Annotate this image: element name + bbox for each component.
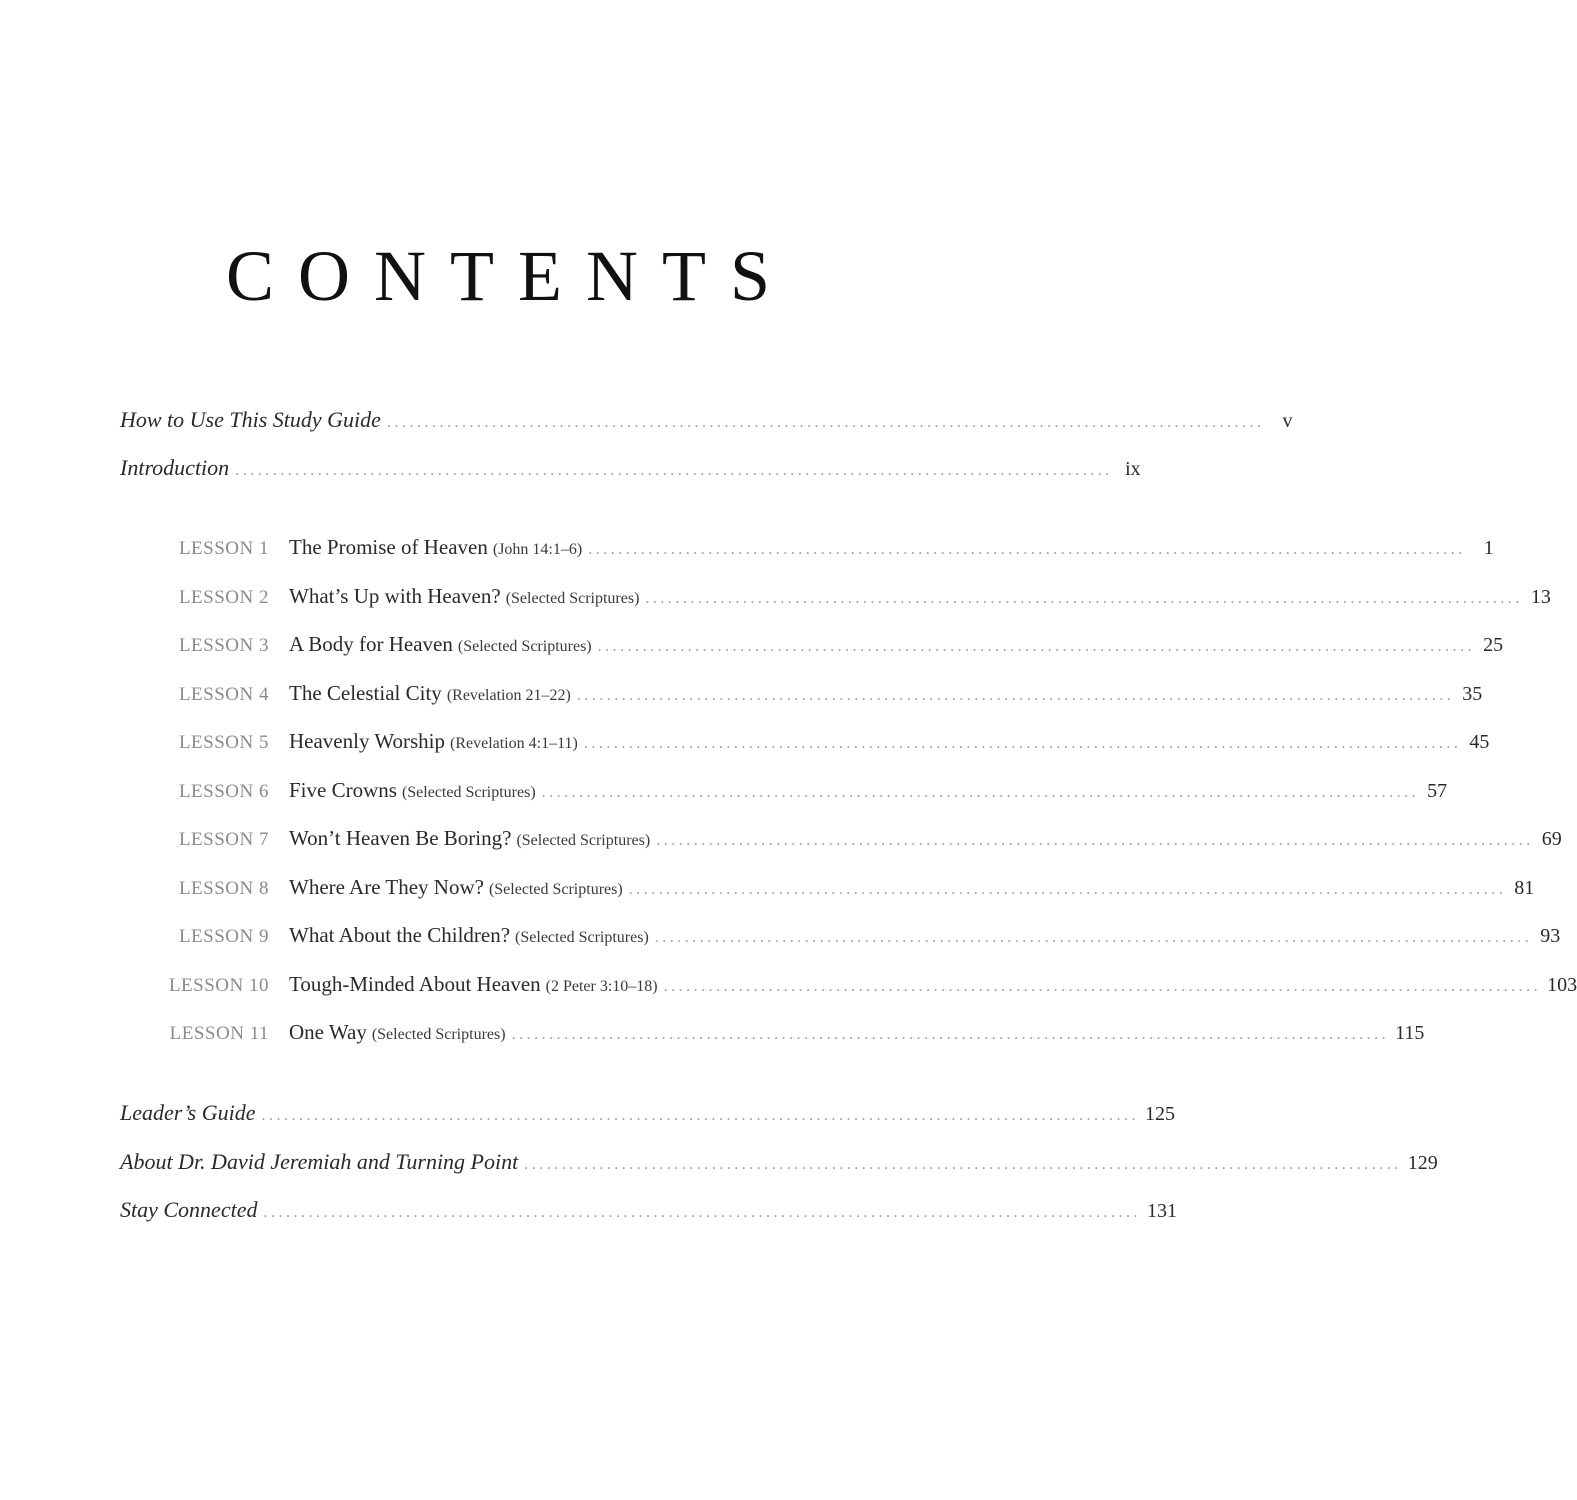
lesson-title: The Celestial City [289,681,442,705]
toc-lesson-2[interactable] [120,584,1551,614]
lesson-page: 69 [1541,828,1562,850]
dot-leader: ..................................................................................................................... [663,978,1542,995]
lesson-page: 57 [1427,780,1448,802]
lesson-page: 25 [1483,634,1504,656]
toc-lesson-7[interactable] [120,826,1562,856]
toc-entry-introduction[interactable] [120,455,1141,485]
lesson-number: LESSON 11 [169,1023,269,1044]
toc-lesson-4[interactable] [120,681,1483,711]
lesson-title: Won’t Heaven Be Boring? [289,826,512,850]
lesson-title: Tough-Minded About Heaven [289,972,541,996]
lesson-number: LESSON 2 [178,587,269,608]
lesson-number: LESSON 4 [178,684,269,705]
lesson-page: 81 [1514,877,1535,899]
dot-leader: ..................................................................................................................... [524,1156,1402,1173]
lesson-number: LESSON 9 [178,926,269,947]
lesson-title: What’s Up with Heaven? [289,584,501,608]
lesson-scripture-ref: (Selected Scriptures) [401,784,536,801]
toc-entry-stay-connected[interactable] [120,1197,1177,1227]
lesson-number: LESSON 8 [178,878,269,899]
lesson-title: The Promise of Heaven [289,535,488,559]
dot-leader: ..................................................................................................................... [235,462,1113,479]
lesson-scripture-ref: (Revelation 4:1–11) [449,735,578,752]
lesson-number: LESSON 3 [178,635,269,656]
lesson-title: Heavenly Worship [289,729,445,753]
lesson-scripture-ref: (Selected Scriptures) [488,881,623,898]
dot-leader: ..................................................................................................................... [654,929,1533,946]
toc-entry-title: How to Use This Study Guide [120,407,381,432]
toc-entry-page: 129 [1407,1152,1438,1174]
lesson-number: LESSON 5 [178,732,269,753]
toc-lesson-10[interactable] [120,972,1577,1002]
toc-entry-page: v [1282,410,1293,432]
dot-leader: ..................................................................................................................... [628,881,1507,898]
toc-entry-page: 125 [1144,1103,1175,1125]
lesson-page: 45 [1469,731,1490,753]
dot-leader: ..................................................................................................................... [583,735,1462,752]
toc-lesson-3[interactable] [120,632,1504,662]
lesson-scripture-ref: (Selected Scriptures) [516,832,651,849]
toc-entry-title: About Dr. David Jeremiah and Turning Point [120,1149,519,1174]
lesson-title: Five Crowns [289,778,397,802]
toc-lesson-1[interactable] [120,535,1494,565]
toc-entry-page: ix [1125,458,1141,480]
lesson-page: 93 [1540,925,1561,947]
toc-lesson-5[interactable] [120,729,1490,759]
lesson-number: LESSON 1 [178,538,269,559]
toc-lesson-8[interactable] [120,875,1535,905]
dot-leader: ..................................................................................................................... [656,832,1534,849]
lesson-page: 35 [1462,683,1483,705]
toc-lesson-11[interactable] [120,1020,1425,1050]
lesson-page: 13 [1530,586,1551,608]
toc-lesson-9[interactable] [120,923,1561,953]
dot-leader: ..................................................................................................................... [511,1026,1390,1043]
toc-entry-title: Stay Connected [120,1197,258,1222]
lesson-title: What About the Children? [289,923,511,947]
toc-entry-title: Introduction [120,455,230,480]
lesson-scripture-ref: (Selected Scriptures) [371,1026,506,1043]
lesson-number: LESSON 6 [178,781,269,802]
lesson-title: Where Are They Now? [289,875,484,899]
lesson-page: 103 [1547,974,1577,996]
lesson-title: A Body for Heaven [289,632,453,656]
toc-entry-leaders-guide[interactable] [120,1100,1175,1130]
lesson-scripture-ref: (Selected Scriptures) [515,929,649,946]
lesson-scripture-ref: (John 14:1–6) [492,541,583,558]
lesson-page: 115 [1395,1022,1425,1044]
dot-leader: ..................................................................................................................... [541,784,1420,801]
dot-leader: ..................................................................................................................... [261,1107,1139,1124]
toc-entry-about-author[interactable] [120,1149,1438,1179]
lesson-title: One Way [289,1020,367,1044]
lesson-number: LESSON 10 [168,975,269,996]
page-title: CONTENTS [226,236,794,316]
lesson-scripture-ref: (Selected Scriptures) [505,590,640,607]
toc-lesson-6[interactable] [120,778,1448,808]
toc-entry-page: 131 [1146,1200,1177,1222]
lesson-scripture-ref: (Selected Scriptures) [457,638,592,655]
dot-leader: ..................................................................................................................... [597,638,1476,655]
lesson-page: 1 [1483,537,1494,559]
dot-leader: ..................................................................................................................... [588,541,1466,558]
dot-leader: ..................................................................................................................... [645,590,1523,607]
toc-entry-title: Leader’s Guide [120,1100,256,1125]
lesson-scripture-ref: (Revelation 21–22) [446,687,571,704]
lesson-number: LESSON 7 [178,829,269,850]
dot-leader: ..................................................................................................................... [263,1204,1141,1221]
toc-entry-how-to-use[interactable] [120,407,1293,437]
lesson-scripture-ref: (2 Peter 3:10–18) [545,978,658,995]
dot-leader: ..................................................................................................................... [576,687,1455,704]
dot-leader: ..................................................................................................................... [386,414,1265,431]
